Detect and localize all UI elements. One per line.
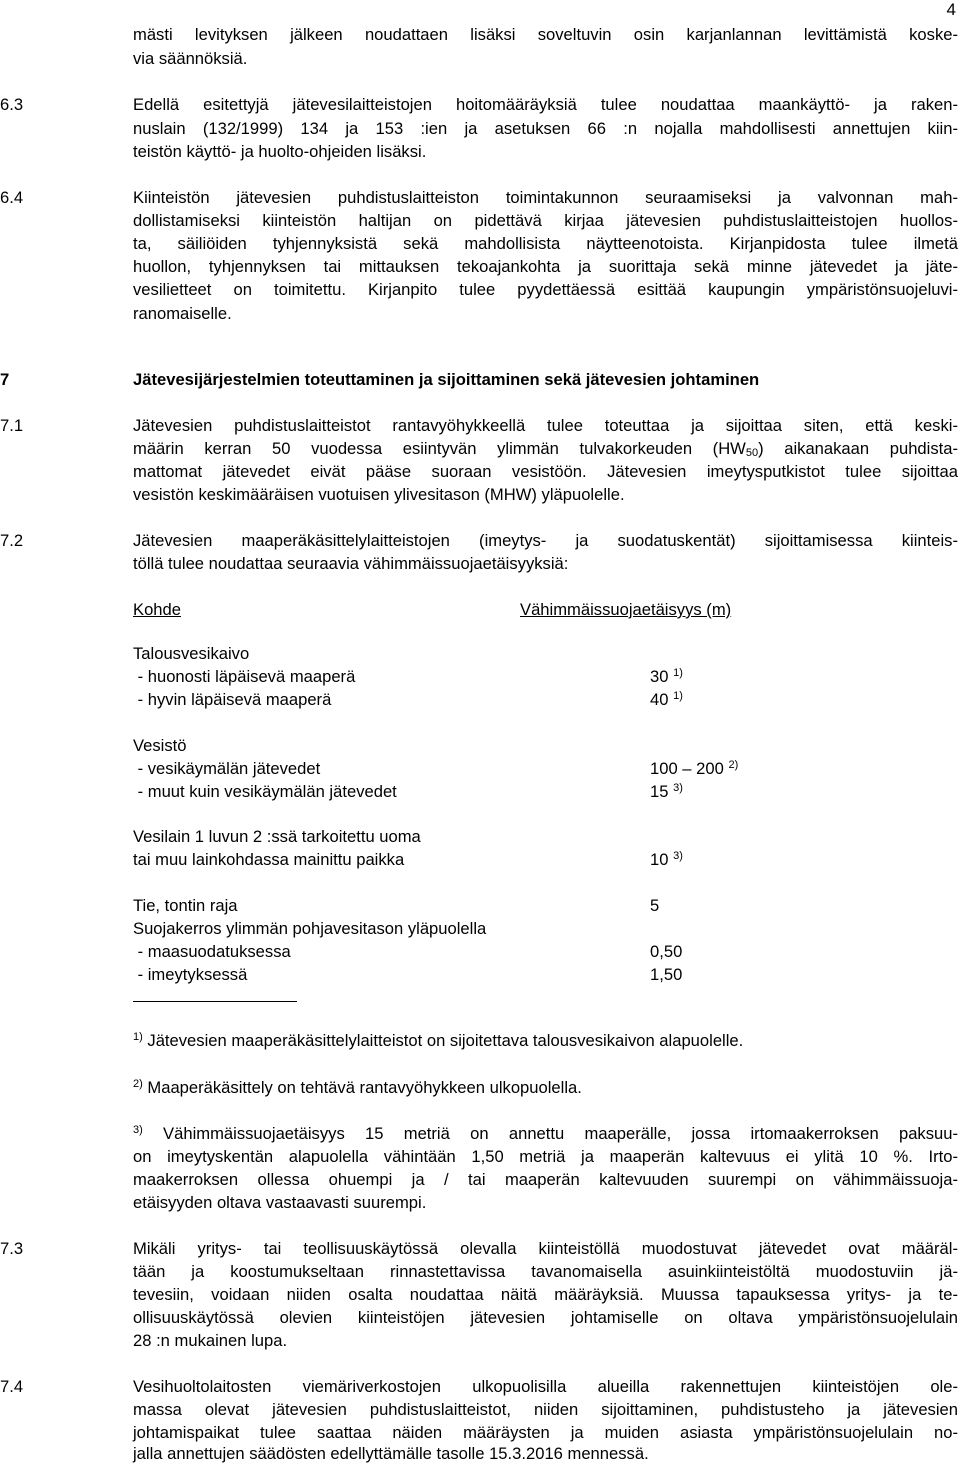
paragraph-line: Vesihuoltolaitosten viemäriverkostojen ulkopuolisilla alueilla rakennettujen kiinteistöjen ole-	[133, 1377, 958, 1396]
paragraph-line: nuslain (132/1999) 134 ja 153 :ien ja asetuksen 66 :n nojalla mahdollisesti annettujen kiin-	[133, 119, 958, 138]
table-row-label: - vesikäymälän jätevedet	[133, 759, 321, 778]
paragraph-line: ranomaiselle.	[133, 304, 232, 323]
table-header-distance: Vähimmäissuojaetäisyys (m)	[520, 600, 732, 619]
intro-line: mästi levityksen jälkeen noudattaen lisäksi soveltuvin osin karjanlannan levittämistä koske-	[133, 25, 958, 44]
table-row-label: - imeytyksessä	[133, 965, 248, 984]
paragraph-line: ta, säiliöiden tyhjennyksistä sekä mahdollisista näytteenotoista. Kirjanpidosta tulee ilmetä	[133, 234, 958, 253]
footnote-3: $^{3)}$ Vähimmäissuojaetäisyys 15 metriä on annettu maaperälle, jossa irtomaakerroksen paksuu-	[133, 1124, 958, 1143]
table-header-kohde: Kohde	[133, 600, 181, 619]
table-group-label: Suojakerros ylimmän pohjavesitason yläpuolella	[133, 919, 487, 938]
paragraph-line: Edellä esitettyjä jätevesilaitteistojen hoitomääräyksiä tulee noudattaa maankäyttö- ja raken-	[133, 95, 958, 114]
paragraph-line: vesilietteet on toimitettu. Kirjanpito tulee pyydettäessä esittää kaupungin ympäristönsuojeluvi-	[133, 280, 958, 299]
paragraph-line: johtamispaikat tulee saattaa näiden määräysten ja muiden asiasta ympäristönsuojelulain no-	[133, 1423, 958, 1442]
paragraph-line: töllä tulee noudattaa seuraavia vähimmäissuojaetäisyyksiä:	[133, 554, 569, 573]
table-row-value: 40 $^{1)}$	[650, 690, 683, 709]
table-row-label: - hyvin läpäisevä maaperä	[133, 690, 332, 709]
page-number: 4	[946, 0, 956, 19]
section-number: 7.1	[0, 416, 24, 435]
paragraph-line: Jätevesien puhdistuslaitteistot rantavyöhykkeellä tulee toteuttaa ja sijoittaa siten, että keski-	[133, 416, 958, 435]
table-row-value: 30 $^{1)}$	[650, 667, 683, 686]
paragraph-line: jalla annettujen säädösten edellyttämälle tasolle 15.3.2016 mennessä.	[133, 1444, 649, 1463]
paragraph-line: teistön käyttö- ja huolto-ohjeiden lisäksi.	[133, 142, 427, 161]
footnote-1: $^{1)}$ Jätevesien maaperäkäsittelylaitteistot on sijoitettava talousvesikaivon alapuolelle.	[133, 1031, 744, 1050]
paragraph-line: mattomat jätevedet eivät pääse suoraan vesistöön. Jätevesien imeytysputkistot tulee sijoittaa	[133, 462, 958, 481]
footnote-divider	[133, 1001, 297, 1002]
table-row-label: - maasuodatuksessa	[133, 942, 291, 961]
section-number: 7.2	[0, 531, 24, 550]
section-number: 7.3	[0, 1239, 24, 1258]
table-row-value: 15 $^{3)}$	[650, 782, 683, 801]
table-group-label: Talousvesikaivo	[133, 644, 250, 663]
paragraph-line: määrin kerran 50 vuodessa esiintyvän ylimmän tulvakorkeuden $(HW_{50})$ aikanakaan puhdista-	[133, 439, 958, 459]
paragraph-line: vesistön keskimääräisen vuotuisen ylivesitason (MHW) yläpuolelle.	[133, 485, 625, 504]
paragraph-line: 28 :n mukainen lupa.	[133, 1331, 288, 1350]
table-group-label: Vesilain 1 luvun 2 :ssä tarkoitettu uoma	[133, 827, 421, 846]
table-row-value: 100 – 200 $^{2)}$	[650, 759, 739, 778]
table-row-label: - huonosti läpäisevä maaperä	[133, 667, 356, 686]
table-row-label: - muut kuin vesikäymälän jätevedet	[133, 782, 397, 801]
footnote-3-line: maakerroksen ollessa ohuempi ja / tai maaperän kaltevuuden suurempi on vähimmäissuoja-	[133, 1170, 958, 1189]
paragraph-line: tevesiin, voidaan niiden osalta noudattaa näitä määräyksiä. Muussa tapauksessa yritys- ja te-	[133, 1285, 958, 1304]
table-row-value: 1,50	[650, 965, 683, 984]
footnote-3-line: etäisyyden oltava vastaavasti suurempi.	[133, 1193, 427, 1212]
table-row-value: 10 $^{3)}$	[650, 850, 683, 869]
paragraph-line: Kiinteistön jätevesien puhdistuslaitteiston toimintakunnon seuraamiseksi ja valvonnan mah-	[133, 188, 958, 207]
paragraph-line: Jätevesien maaperäkäsittelylaitteistojen (imeytys- ja suodatuskentät) sijoittamisessa kiinteis-	[133, 531, 958, 550]
section-heading: Jätevesijärjestelmien toteuttaminen ja sijoittaminen sekä jätevesien johtaminen	[133, 370, 760, 389]
paragraph-line: tään ja koostumukseltaan rinnastettavissa tavanomaisella asuinkiinteistöltä muodostuviin jä-	[133, 1262, 958, 1281]
paragraph-line: massa olevat jätevesien puhdistuslaitteistot, niiden sijoittaminen, puhdistusteho ja jätevesien	[133, 1400, 958, 1419]
paragraph-line: huollon, tyhjennyksen tai mittauksen tekoajankohta ja suorittaja sekä minne jätevedet ja jäte-	[133, 257, 958, 276]
section-number: 7.4	[0, 1377, 24, 1396]
table-row-label: Tie, tontin raja	[133, 896, 238, 915]
section-number: 6.4	[0, 188, 24, 207]
table-row-value: 0,50	[650, 942, 683, 961]
footnote-3-line: on imeytyskentän alapuolella vähintään 1,50 metriä ja maaperän kaltevuus ei ylitä 10 %. Irto-	[133, 1147, 958, 1166]
table-row-label: tai muu lainkohdassa mainittu paikka	[133, 850, 405, 869]
section-number: 7	[0, 370, 10, 389]
footnote-2: $^{2)}$ Maaperäkäsittely on tehtävä rantavyöhykkeen ulkopuolella.	[133, 1078, 582, 1097]
table-group-label: Vesistö	[133, 736, 187, 755]
section-number: 6.3	[0, 95, 24, 114]
paragraph-line: dollistamiseksi kiinteistön haltijan on pidettävä kirjaa jätevesien puhdistuslaitteistojen huollos-	[133, 211, 958, 230]
intro-line: via säännöksiä.	[133, 49, 248, 68]
paragraph-line: ollisuuskäytössä olevien kiinteistöjen jätevesien johtamiselle on oltava ympäristönsuojelulain	[133, 1308, 958, 1327]
paragraph-line: Mikäli yritys- tai teollisuuskäytössä olevalla kiinteistöllä muodostuvat jätevedet ovat määräl-	[133, 1239, 958, 1258]
table-row-value: 5	[650, 896, 660, 915]
